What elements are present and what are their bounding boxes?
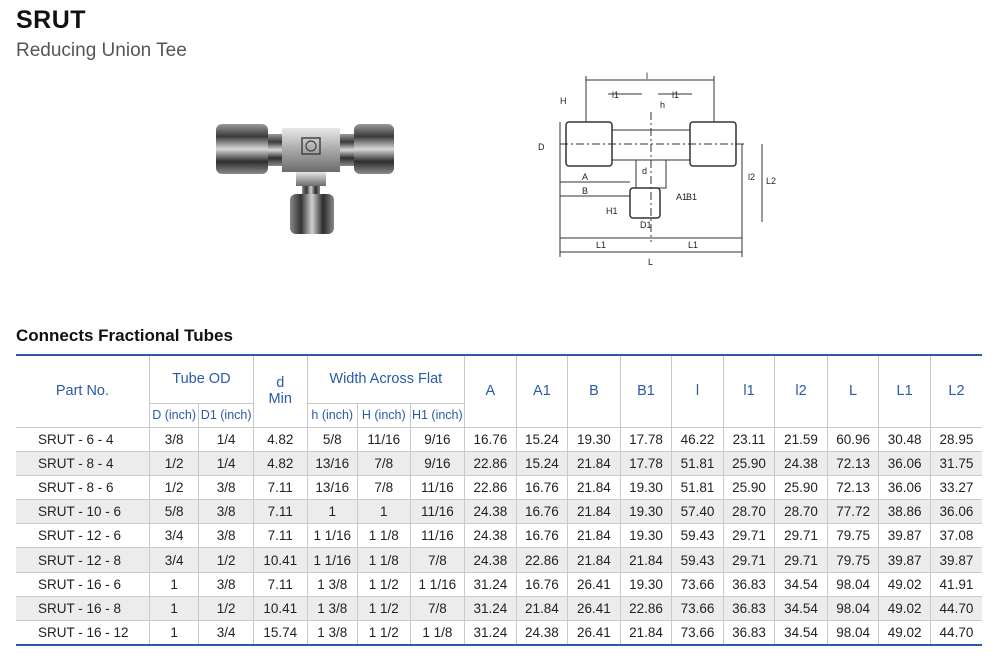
dim-d: d (642, 166, 648, 176)
dim-A1: A1 (676, 192, 688, 202)
table-row (16, 596, 982, 620)
table-cell: 1 1/16 (410, 572, 465, 596)
dimensions-table (16, 354, 982, 646)
table-cell: 29.71 (775, 524, 828, 548)
table-cell: 1 1/2 (358, 572, 411, 596)
table-cell: 10.41 (253, 596, 307, 620)
header-B: B (568, 355, 621, 427)
table-cell: 1 3/8 (307, 596, 358, 620)
table-cell: 19.30 (568, 427, 621, 451)
table-cell: 4.82 (253, 451, 307, 475)
table-cell: 15.24 (516, 427, 568, 451)
table-cell: 3/8 (199, 524, 254, 548)
table-cell: 29.71 (775, 548, 828, 572)
table-cell: 25.90 (723, 475, 775, 499)
part-number-cell: SRUT - 10 - 6 (16, 500, 149, 524)
table-cell: 33.27 (930, 475, 982, 499)
part-number-cell: SRUT - 6 - 4 (16, 427, 149, 451)
table-cell: 49.02 (879, 572, 931, 596)
table-cell: 29.71 (723, 548, 775, 572)
table-cell: 1 (358, 500, 411, 524)
table-cell: 1 1/16 (307, 524, 358, 548)
table-cell: 11/16 (410, 500, 465, 524)
table-cell: 1 1/8 (410, 621, 465, 645)
table-cell: 21.59 (775, 427, 828, 451)
table-cell: 22.86 (465, 475, 517, 499)
header-A: A (465, 355, 517, 427)
table-cell: 34.54 (775, 596, 828, 620)
table-cell: 5/8 (149, 500, 199, 524)
table-cell: 1/2 (149, 451, 199, 475)
dim-l1-left: l1 (612, 90, 620, 100)
table-cell: 24.38 (516, 621, 568, 645)
table-cell: 1/2 (149, 475, 199, 499)
table-cell: 79.75 (827, 524, 879, 548)
header-part-no: Part No. (16, 355, 149, 427)
dim-L2: L2 (766, 176, 777, 186)
table-cell: 3/8 (199, 500, 254, 524)
table-cell: 24.38 (465, 500, 517, 524)
table-cell: 9/16 (410, 451, 465, 475)
table-cell: 44.70 (930, 596, 982, 620)
table-cell: 7/8 (410, 548, 465, 572)
table-cell: 3/8 (199, 572, 254, 596)
table-row (16, 427, 982, 451)
part-number-cell: SRUT - 16 - 12 (16, 621, 149, 645)
table-cell: 36.83 (723, 572, 775, 596)
part-number-cell: SRUT - 16 - 8 (16, 596, 149, 620)
table-cell: 17.78 (620, 427, 672, 451)
header-L2: L2 (930, 355, 982, 427)
product-photo (212, 110, 397, 240)
table-cell: 1 3/8 (307, 572, 358, 596)
table-cell: 16.76 (516, 524, 568, 548)
header-D-inch: D (inch) (149, 403, 199, 427)
table-cell: 59.43 (672, 524, 724, 548)
table-cell: 19.30 (620, 500, 672, 524)
table-cell: 28.70 (723, 500, 775, 524)
table-cell: 1 1/2 (358, 621, 411, 645)
dim-D1: D1 (640, 220, 652, 230)
table-cell: 24.38 (465, 548, 517, 572)
table-cell: 36.06 (930, 500, 982, 524)
table-cell: 3/4 (199, 621, 254, 645)
table-cell: 34.54 (775, 572, 828, 596)
table-cell: 51.81 (672, 475, 724, 499)
table-cell: 23.11 (723, 427, 775, 451)
table-cell: 22.86 (465, 451, 517, 475)
table-cell: 36.83 (723, 596, 775, 620)
table-cell: 1 1/16 (307, 548, 358, 572)
dim-l1-right: l1 (672, 90, 680, 100)
table-cell: 41.91 (930, 572, 982, 596)
header-H1-inch: H1 (inch) (410, 403, 465, 427)
table-cell: 21.84 (620, 621, 672, 645)
table-cell: 1 (149, 572, 199, 596)
table-cell: 7.11 (253, 475, 307, 499)
dim-l: l (646, 71, 648, 81)
header-width-across-flat: Width Across Flat (307, 355, 465, 403)
dim-B: B (582, 186, 589, 196)
header-L: L (827, 355, 879, 427)
table-cell: 7/8 (410, 596, 465, 620)
part-number-cell: SRUT - 8 - 4 (16, 451, 149, 475)
table-cell: 39.87 (930, 548, 982, 572)
table-cell: 16.76 (516, 572, 568, 596)
header-L1: L1 (879, 355, 931, 427)
table-row (16, 548, 982, 572)
table-cell: 57.40 (672, 500, 724, 524)
table-cell: 13/16 (307, 451, 358, 475)
header-B1: B1 (620, 355, 672, 427)
table-cell: 28.70 (775, 500, 828, 524)
table-cell: 1/2 (199, 596, 254, 620)
table-cell: 3/8 (199, 475, 254, 499)
technical-drawing (530, 72, 775, 272)
product-name: Reducing Union Tee (16, 40, 187, 61)
table-cell: 98.04 (827, 621, 879, 645)
table-cell: 73.66 (672, 572, 724, 596)
table-cell: 15.24 (516, 451, 568, 475)
dim-B1: B1 (686, 192, 698, 202)
table-cell: 17.78 (620, 451, 672, 475)
header-H-inch: H (inch) (358, 403, 411, 427)
table-cell: 46.22 (672, 427, 724, 451)
table-body (16, 427, 982, 645)
table-cell: 29.71 (723, 524, 775, 548)
header-l1: l1 (723, 355, 775, 427)
table-cell: 22.86 (516, 548, 568, 572)
table-cell: 25.90 (723, 451, 775, 475)
part-number-cell: SRUT - 8 - 6 (16, 475, 149, 499)
table-cell: 98.04 (827, 596, 879, 620)
table-cell: 19.30 (620, 524, 672, 548)
table-row (16, 621, 982, 645)
table-cell: 21.84 (516, 596, 568, 620)
table-cell: 19.30 (620, 572, 672, 596)
table-cell: 11/16 (358, 427, 411, 451)
header-D1-inch: D1 (inch) (199, 403, 254, 427)
part-number-cell: SRUT - 12 - 8 (16, 548, 149, 572)
table-cell: 37.08 (930, 524, 982, 548)
table-cell: 26.41 (568, 621, 621, 645)
header-l2: l2 (775, 355, 828, 427)
table-cell: 31.24 (465, 596, 517, 620)
table-cell: 60.96 (827, 427, 879, 451)
table-cell: 21.84 (620, 548, 672, 572)
table-cell: 21.84 (568, 548, 621, 572)
table-cell: 1 1/2 (358, 596, 411, 620)
table-cell: 72.13 (827, 451, 879, 475)
part-number-cell: SRUT - 12 - 6 (16, 524, 149, 548)
header-h-inch: h (inch) (307, 403, 358, 427)
table-cell: 31.24 (465, 572, 517, 596)
table-cell: 15.74 (253, 621, 307, 645)
table-cell: 1 1/8 (358, 524, 411, 548)
table-cell: 28.95 (930, 427, 982, 451)
table-cell: 11/16 (410, 475, 465, 499)
table-cell: 44.70 (930, 621, 982, 645)
dim-H1: H1 (606, 206, 618, 216)
table-cell: 31.75 (930, 451, 982, 475)
table-cell: 1 3/8 (307, 621, 358, 645)
table-cell: 22.86 (620, 596, 672, 620)
product-code: SRUT (16, 6, 87, 34)
table-cell: 36.06 (879, 475, 931, 499)
table-cell: 1/4 (199, 427, 254, 451)
table-cell: 72.13 (827, 475, 879, 499)
table-cell: 21.84 (568, 500, 621, 524)
table-cell: 11/16 (410, 524, 465, 548)
table-cell: 1/2 (199, 548, 254, 572)
header-d-min: d Min (253, 355, 307, 427)
table-cell: 16.76 (516, 475, 568, 499)
table-cell: 4.82 (253, 427, 307, 451)
table-row (16, 500, 982, 524)
table-row (16, 524, 982, 548)
table-cell: 24.38 (775, 451, 828, 475)
table-cell: 26.41 (568, 596, 621, 620)
table-cell: 1 (149, 621, 199, 645)
table-cell: 26.41 (568, 572, 621, 596)
table-cell: 9/16 (410, 427, 465, 451)
table-cell: 1/4 (199, 451, 254, 475)
table-row (16, 572, 982, 596)
table-cell: 7.11 (253, 572, 307, 596)
dim-h: h (660, 100, 666, 110)
table-cell: 73.66 (672, 621, 724, 645)
table-cell: 1 1/8 (358, 548, 411, 572)
table-cell: 16.76 (465, 427, 517, 451)
table-cell: 3/4 (149, 548, 199, 572)
dim-D: D (538, 142, 545, 152)
table-cell: 3/8 (149, 427, 199, 451)
dim-H: H (560, 96, 567, 106)
header-l: l (672, 355, 724, 427)
table-cell: 31.24 (465, 621, 517, 645)
table-cell: 16.76 (516, 500, 568, 524)
table-cell: 59.43 (672, 548, 724, 572)
table-cell: 39.87 (879, 524, 931, 548)
dim-L1-left: L1 (596, 240, 607, 250)
section-title: Connects Fractional Tubes (16, 326, 233, 345)
table-cell: 19.30 (620, 475, 672, 499)
dim-l2: l2 (748, 172, 756, 182)
table-cell: 36.06 (879, 451, 931, 475)
part-number-cell: SRUT - 16 - 6 (16, 572, 149, 596)
table-cell: 7/8 (358, 451, 411, 475)
table-cell: 24.38 (465, 524, 517, 548)
table-cell: 25.90 (775, 475, 828, 499)
table-cell: 21.84 (568, 451, 621, 475)
table-cell: 7.11 (253, 500, 307, 524)
table-cell: 21.84 (568, 475, 621, 499)
table-cell: 5/8 (307, 427, 358, 451)
table-cell: 21.84 (568, 524, 621, 548)
table-cell: 34.54 (775, 621, 828, 645)
header-tube-od: Tube OD (149, 355, 253, 403)
table-cell: 3/4 (149, 524, 199, 548)
table-cell: 49.02 (879, 621, 931, 645)
table-cell: 73.66 (672, 596, 724, 620)
table-cell: 98.04 (827, 572, 879, 596)
table-cell: 1 (307, 500, 358, 524)
dim-L: L (648, 257, 654, 267)
table-row (16, 451, 982, 475)
table-cell: 13/16 (307, 475, 358, 499)
table-cell: 7.11 (253, 524, 307, 548)
header-A1: A1 (516, 355, 568, 427)
table-cell: 38.86 (879, 500, 931, 524)
table-row (16, 475, 982, 499)
table-cell: 39.87 (879, 548, 931, 572)
table-cell: 79.75 (827, 548, 879, 572)
dim-A: A (582, 172, 589, 182)
table-cell: 77.72 (827, 500, 879, 524)
table-cell: 51.81 (672, 451, 724, 475)
dim-L1-right: L1 (688, 240, 699, 250)
table-cell: 49.02 (879, 596, 931, 620)
table-cell: 30.48 (879, 427, 931, 451)
table-cell: 10.41 (253, 548, 307, 572)
table-cell: 7/8 (358, 475, 411, 499)
table-cell: 36.83 (723, 621, 775, 645)
table-cell: 1 (149, 596, 199, 620)
